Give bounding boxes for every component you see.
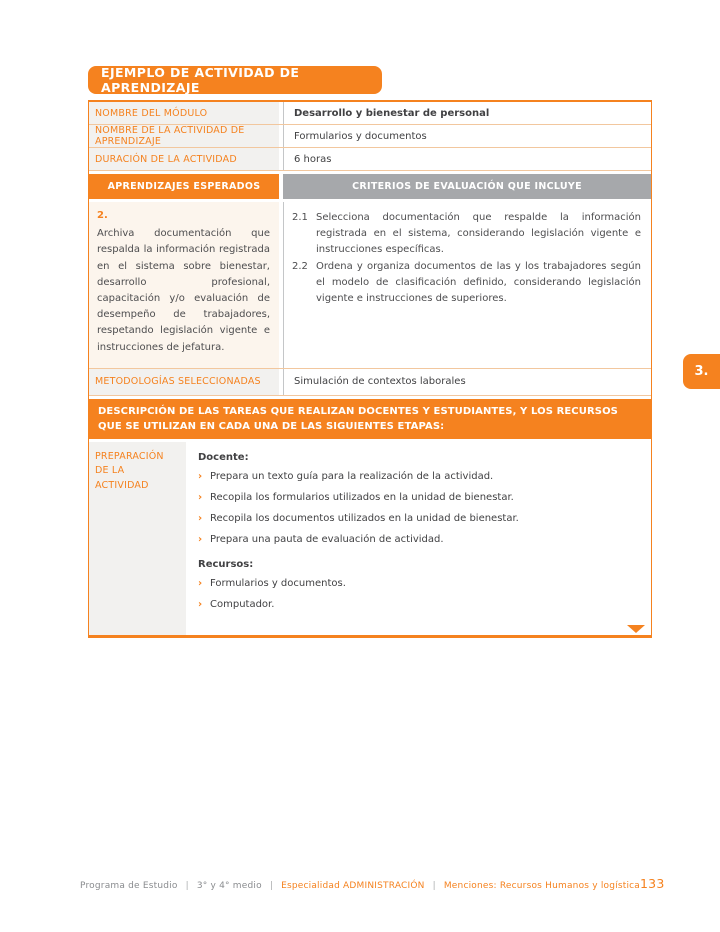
list-item-text: Recopila los formularios utilizados en la unidad de bienestar. xyxy=(210,491,514,503)
criterio-item xyxy=(292,210,641,259)
row-label: METODOLOGÍAS SELECCIONADAS xyxy=(89,369,279,395)
list-item xyxy=(198,491,637,505)
chevron-bullet-icon: › xyxy=(198,577,203,589)
docente-title: Docente: xyxy=(198,451,249,463)
list-item-text: Recopila los documentos utilizados en la unidad de bienestar. xyxy=(210,512,519,524)
footer-separator: | xyxy=(432,881,436,891)
activity-table-body xyxy=(88,100,652,638)
chevron-bullet-icon: › xyxy=(198,512,203,524)
footer-mentions: Menciones: Recursos Humanos y logística xyxy=(443,881,641,891)
list-item-text: Prepara una pauta de evaluación de actividad. xyxy=(210,533,444,545)
activity-table xyxy=(88,66,652,638)
row-label: PREPARACIÓN DE LA ACTIVIDAD xyxy=(89,442,186,635)
row-label: NOMBRE DEL MÓDULO xyxy=(89,102,279,124)
list-item xyxy=(198,512,637,526)
criterio-text: Selecciona documentación que respalde la información registrada en el sistema, considerando legislación vigente e instrucciones específicas. xyxy=(316,212,641,256)
table-row-actividad xyxy=(89,125,651,148)
chapter-tab: 3. xyxy=(683,354,720,389)
chevron-bullet-icon: › xyxy=(198,491,203,503)
preparacion-content xyxy=(192,442,651,635)
chevron-bullet-icon: › xyxy=(198,470,203,482)
chevron-bullet-icon: › xyxy=(198,598,203,610)
page-number: 133 xyxy=(640,876,665,891)
list-item xyxy=(198,598,637,612)
row-value: Simulación de contextos laborales xyxy=(283,369,651,395)
criterios-cell xyxy=(283,202,651,368)
page-footer xyxy=(80,876,665,891)
list-item-text: Formularios y documentos. xyxy=(210,577,346,589)
aprendizaje-cell xyxy=(89,202,279,368)
column-header-row xyxy=(89,174,651,199)
list-item xyxy=(198,577,637,591)
row-label: DURACIÓN DE LA ACTIVIDAD xyxy=(89,148,279,170)
recursos-title: Recursos: xyxy=(198,558,254,570)
header-aprendizajes: APRENDIZAJES ESPERADOS xyxy=(89,174,279,199)
descripcion-banner: DESCRIPCIÓN DE LAS TAREAS QUE REALIZAN DOCENTES Y ESTUDIANTES, Y LOS RECURSOS QUE SE UTILIZAN EN CADA UNA DE LAS SIGUIENTES ETAPAS: xyxy=(89,399,651,439)
table-row-modulo xyxy=(89,102,651,125)
footer-program: Programa de Estudio xyxy=(80,881,178,891)
down-triangle-icon xyxy=(627,625,645,633)
table-row-duracion xyxy=(89,148,651,171)
criterio-item xyxy=(292,259,641,308)
chevron-bullet-icon: › xyxy=(198,533,203,545)
content-row xyxy=(89,202,651,369)
footer-grade: 3° y 4° medio xyxy=(196,881,262,891)
row-value: Formularios y documentos xyxy=(283,125,651,147)
table-row-preparacion xyxy=(89,442,651,635)
row-value: Desarrollo y bienestar de personal xyxy=(283,102,651,124)
list-item xyxy=(198,470,637,484)
list-item-text: Prepara un texto guía para la realización de la actividad. xyxy=(210,470,494,482)
criterio-number: 2.2 xyxy=(292,260,308,272)
list-item xyxy=(198,533,637,547)
title-banner: EJEMPLO DE ACTIVIDAD DE APRENDIZAJE xyxy=(88,66,382,94)
footer-separator: | xyxy=(185,881,189,891)
table-row-metodologias xyxy=(89,369,651,396)
row-value: 6 horas xyxy=(283,148,651,170)
aprendizaje-number: 2. xyxy=(97,210,108,221)
footer-separator: | xyxy=(269,881,274,891)
row-label: NOMBRE DE LA ACTIVIDAD DE APRENDIZAJE xyxy=(89,125,279,147)
criterio-number: 2.1 xyxy=(292,212,308,223)
header-criterios: CRITERIOS DE EVALUACIÓN QUE INCLUYE xyxy=(283,174,651,199)
list-item-text: Computador. xyxy=(210,598,275,610)
aprendizaje-text: Archiva documentación que respalda la información registrada en el sistema sobre bienestar, desarrollo profesional, capacitación y/o evaluación de desempeño de trabajadores, respetando legislación vigente e instrucciones de jefatura. xyxy=(97,228,270,353)
footer-specialty: Especialidad ADMINISTRACIÓN xyxy=(281,881,425,891)
criterio-text: Ordena y organiza documentos de las y los trabajadores según el modelo de clasificación definido, considerando legislación vigente e instrucciones de superiores. xyxy=(316,260,641,304)
